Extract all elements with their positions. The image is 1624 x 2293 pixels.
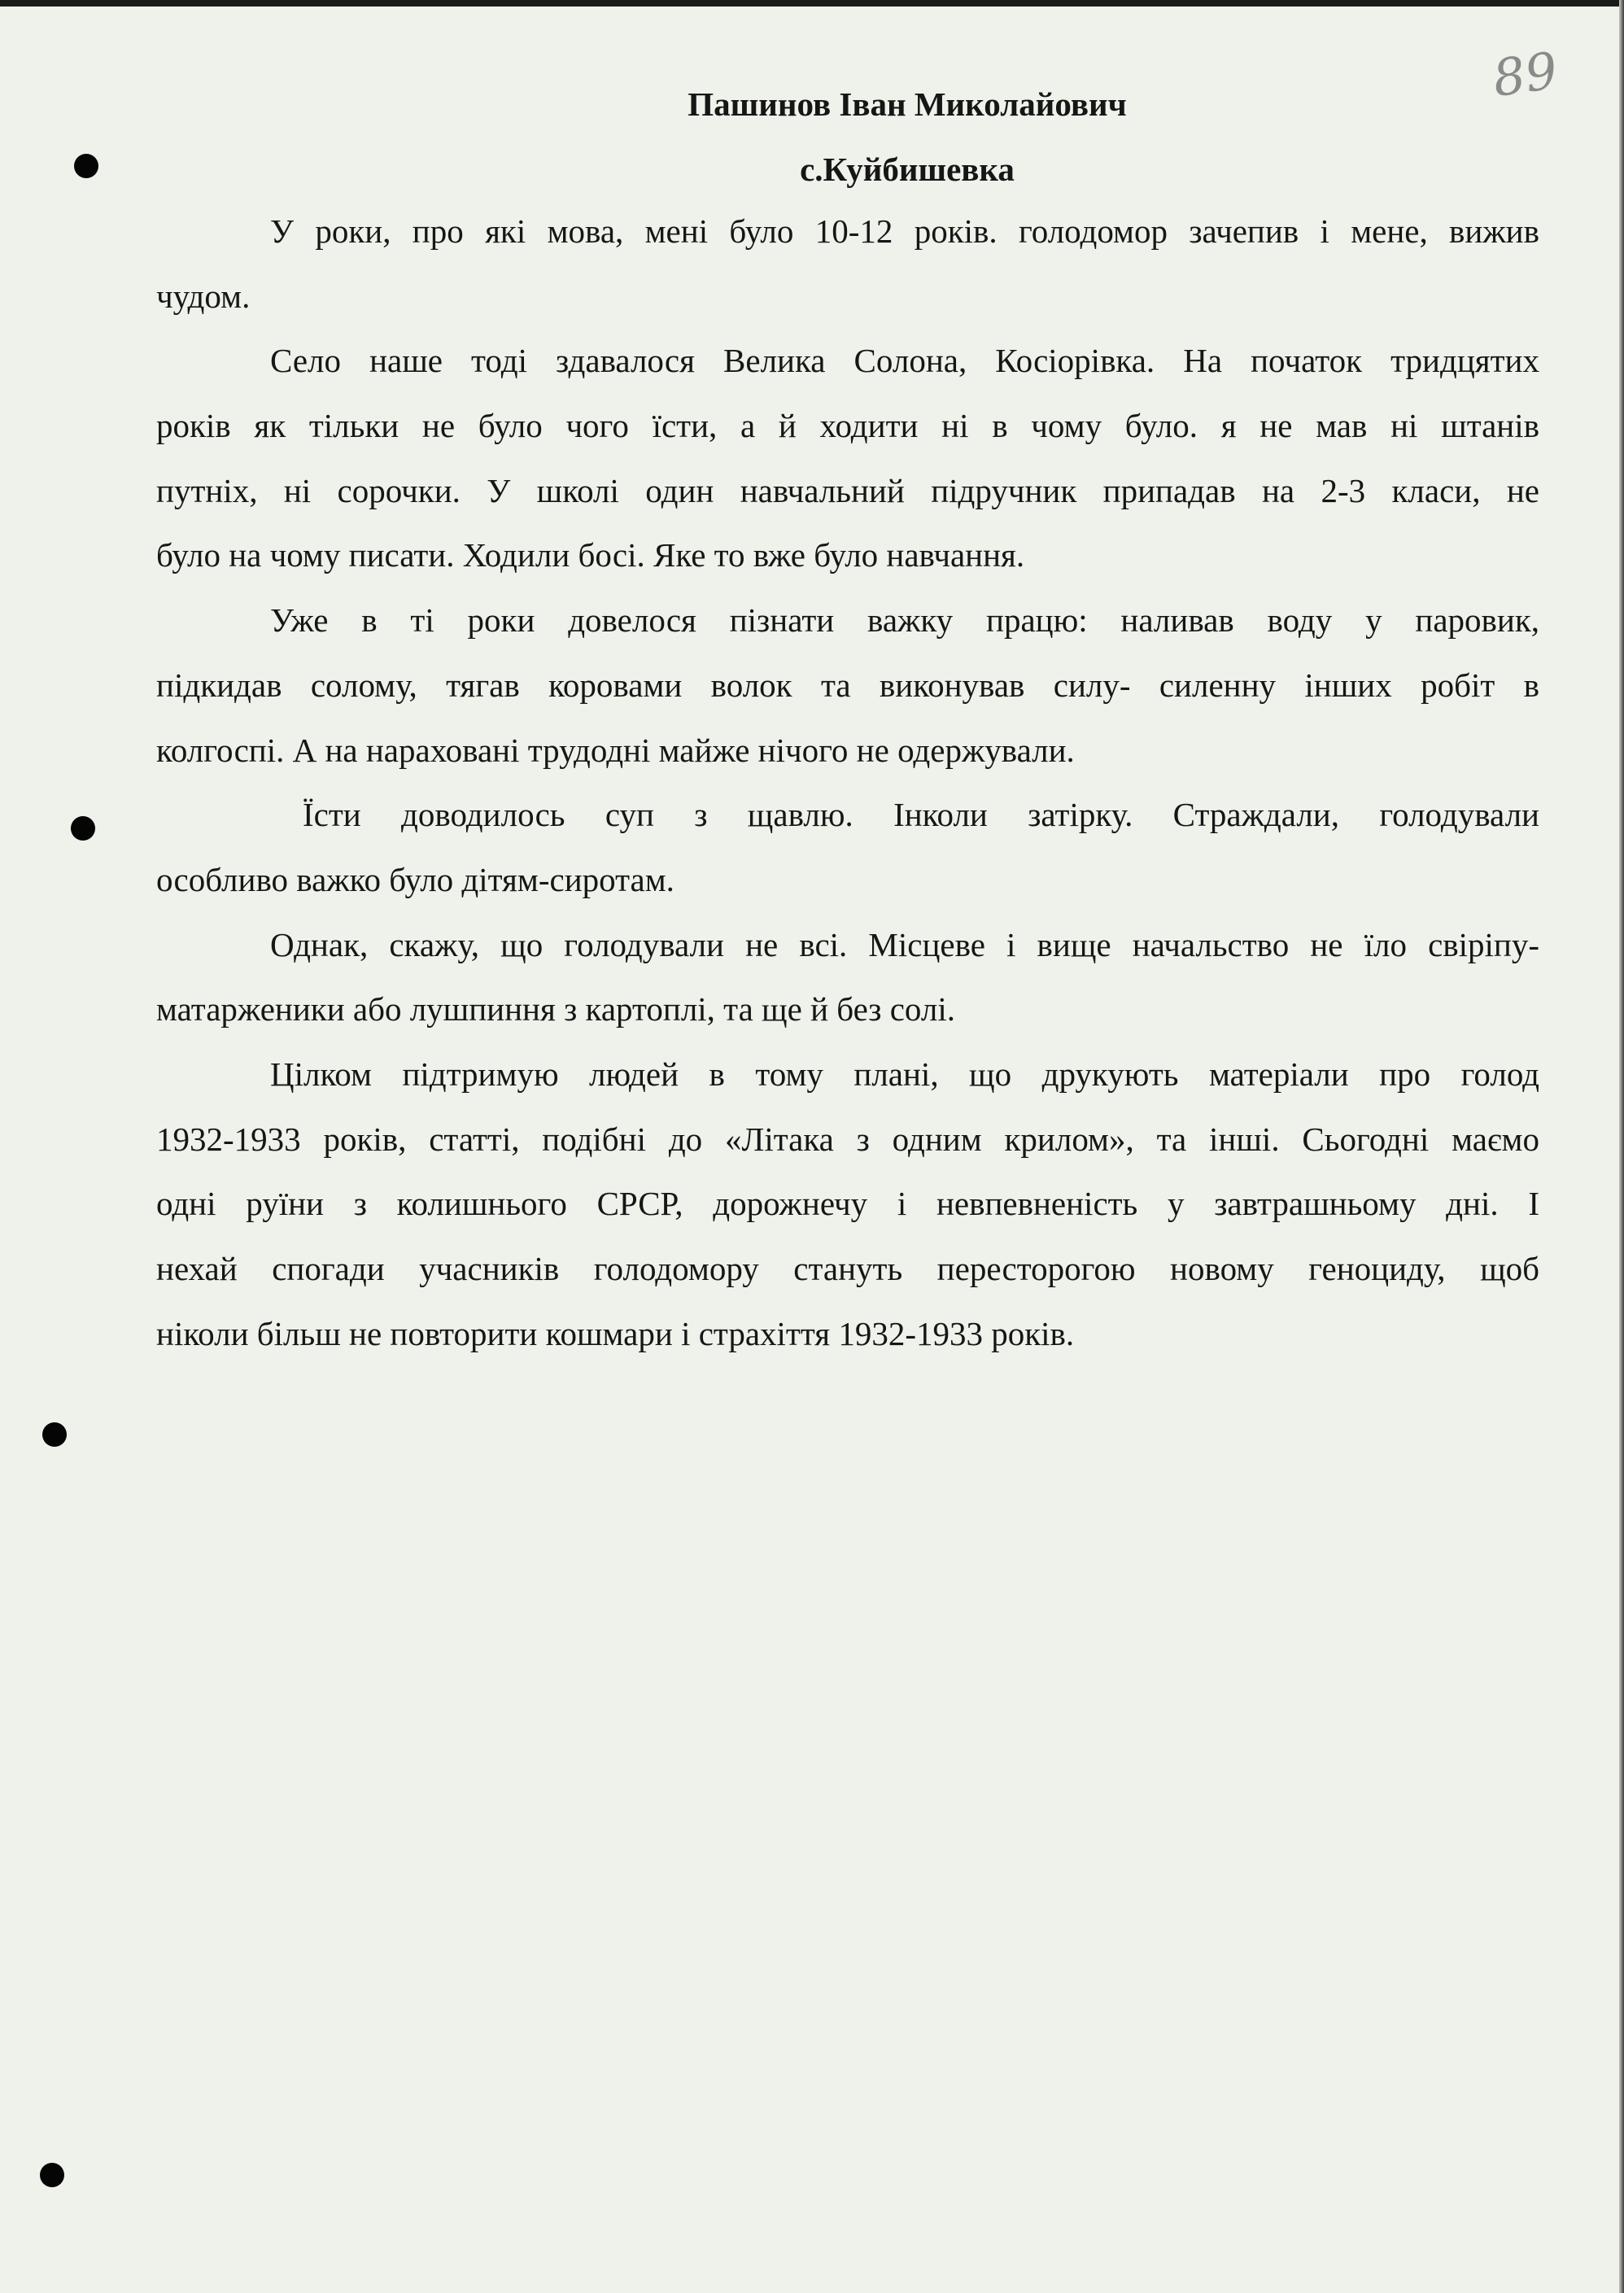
text-line: було на чому писати. Ходили босі. Яке то вже було навчання. (156, 536, 1025, 574)
text-line: підкидав солому, тягав коровами волок та виконував силу- силенну інших робіт в (156, 666, 1539, 704)
scan-right-edge (1619, 0, 1624, 2293)
text-line: У роки, про які мова, мені було 10-12 років. голодомор зачепив і мене, вижив (270, 212, 1539, 250)
paragraph (156, 1050, 1539, 1374)
text-line: років як тільки не було чого їсти, а й ходити ні в чому було. я не мав ні штанів (156, 407, 1539, 445)
text-line: Цілком підтримую людей в тому плані, що друкують матеріали про голод (270, 1055, 1539, 1093)
text-line: одні руїни з колишнього СРСР, дорожнечу і невпевненість у завтрашньому дні. І (156, 1185, 1539, 1223)
text-line: Їсти доводилось суп з щавлю. Інколи затірку. Страждали, голодували (303, 796, 1539, 834)
text-line: Село наше тоді здавалося Велика Солона, Косіорівка. На початок тридцятих (270, 342, 1539, 380)
paragraph (156, 920, 1539, 1050)
paragraph (156, 336, 1539, 596)
text-line: чудом. (156, 277, 251, 315)
text-line: Однак, скажу, що голодували не всі. Місцеве і вище начальство не їло свіріпу- (270, 925, 1539, 963)
paragraph (156, 207, 1539, 336)
text-line: колгоспі. А на нараховані трудодні майже нічого не одержували. (156, 731, 1075, 769)
punch-hole (40, 2163, 64, 2187)
paragraph (156, 790, 1539, 919)
punch-hole (42, 1422, 67, 1447)
text-line: особливо важко було дітям-сиротам. (156, 860, 674, 898)
text-line: нехай спогади учасників голодомору стануть пересторогою новому геноциду, щоб (156, 1250, 1539, 1287)
scan-top-edge (0, 0, 1624, 7)
village-heading: с.Куйбишевка (800, 151, 1015, 188)
punch-hole (71, 816, 95, 841)
text-line: матарженики або лушпиння з картоплі, та ще й без солі. (156, 990, 955, 1029)
text-line: 1932-1933 років, статті, подібні до «Літака з одним крилом», та інші. Сьогодні маємо (156, 1120, 1539, 1158)
document-body (156, 207, 1539, 1374)
text-line: путніх, ні сорочки. У школі один навчальний підручник припадав на 2-3 класи, не (156, 471, 1539, 509)
paragraph (156, 596, 1539, 790)
author-name-heading: Пашинов Іван Миколайович (688, 85, 1127, 123)
text-line: Уже в ті роки довелося пізнати важку працю: наливав воду у паровик, (270, 601, 1539, 640)
text-line: ніколи більш не повторити кошмари і страхіття 1932-1933 років. (156, 1314, 1075, 1352)
handwritten-page-number: 89 (1489, 40, 1561, 109)
